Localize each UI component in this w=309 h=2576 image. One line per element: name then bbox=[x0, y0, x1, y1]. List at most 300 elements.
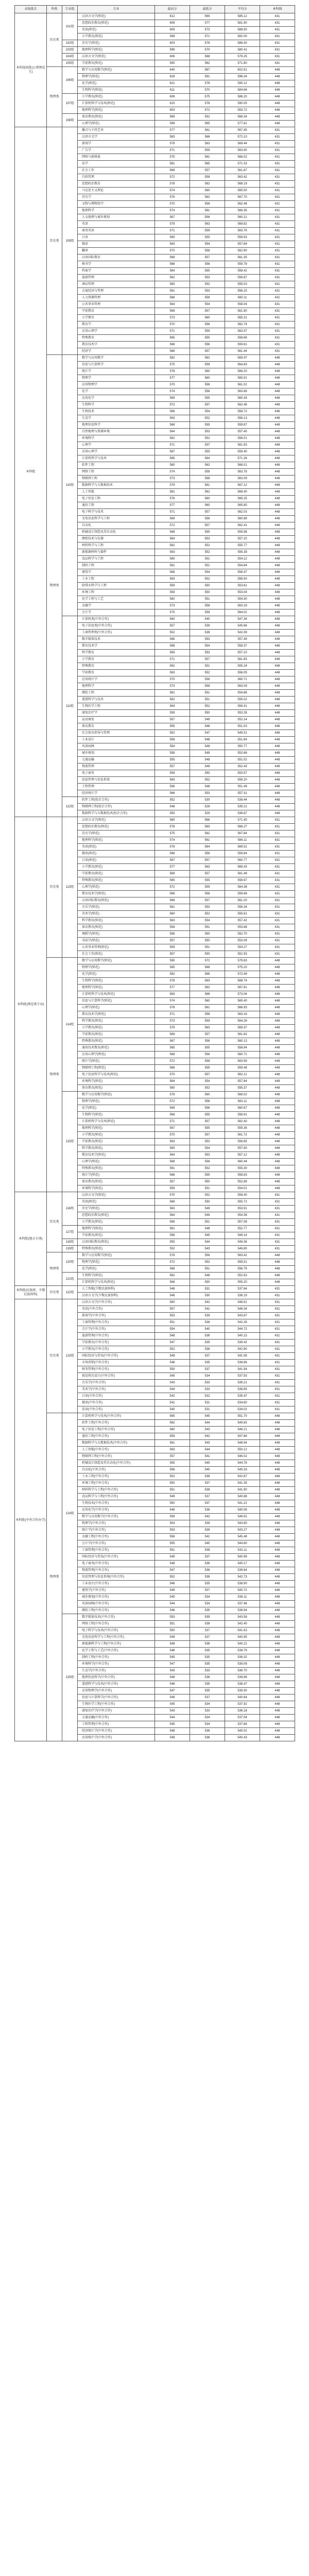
max-score: 563 bbox=[155, 918, 190, 924]
control-line: 448 bbox=[260, 522, 295, 529]
max-score: 606 bbox=[155, 94, 190, 100]
min-score: 558 bbox=[190, 1098, 225, 1105]
avg-score: 548.21 bbox=[225, 1427, 260, 1433]
major-name: 音乐学(师范) bbox=[78, 904, 155, 911]
avg-score: 563.11 bbox=[225, 1098, 260, 1105]
major-group-cell: 114组 bbox=[62, 958, 78, 1092]
min-score: 540 bbox=[190, 616, 225, 623]
min-score: 556 bbox=[190, 1159, 225, 1165]
max-score: 571 bbox=[155, 656, 190, 663]
avg-score: 557.45 bbox=[225, 429, 260, 435]
control-line: 431 bbox=[260, 335, 295, 342]
control-line: 448 bbox=[260, 1674, 295, 1681]
avg-score: 545.66 bbox=[225, 623, 260, 630]
major-name: 地理科学(师范) bbox=[78, 1226, 155, 1232]
avg-score: 558.97 bbox=[225, 877, 260, 884]
major-name: 英语(师范) bbox=[78, 27, 155, 33]
control-line: 448 bbox=[260, 1078, 295, 1085]
major-name: 日语(中外合作) bbox=[78, 1393, 155, 1400]
batch-cell: 本科批(中外合作办学) bbox=[15, 1299, 47, 1741]
min-score: 566 bbox=[190, 817, 225, 824]
min-score: 537 bbox=[190, 1628, 225, 1634]
major-name: 物流管理 bbox=[78, 764, 155, 770]
max-score: 566 bbox=[155, 261, 190, 268]
major-group-cell: 116组 bbox=[62, 1192, 78, 1226]
major-name: 美术学(中外合作) bbox=[78, 1386, 155, 1393]
min-score: 559 bbox=[190, 1018, 225, 1025]
major-name: 法语(中外合作) bbox=[78, 1406, 155, 1413]
control-line: 448 bbox=[260, 710, 295, 717]
category-cell: 物理类 bbox=[47, 1413, 62, 1741]
control-line: 431 bbox=[260, 918, 295, 924]
max-score: 585 bbox=[155, 964, 190, 971]
avg-score: 557.64 bbox=[225, 241, 260, 248]
control-line: 448 bbox=[260, 449, 295, 455]
major-name: 汉语言文学(师范) bbox=[78, 54, 155, 60]
major-name: 生物科学 bbox=[78, 402, 155, 409]
major-name: 环境科学(中外合作) bbox=[78, 1661, 155, 1668]
max-score: 562 bbox=[155, 1420, 190, 1427]
min-score: 555 bbox=[190, 1172, 225, 1179]
control-line: 448 bbox=[260, 576, 295, 583]
control-line: 448 bbox=[260, 121, 295, 127]
control-line: 448 bbox=[260, 1413, 295, 1420]
control-line: 431 bbox=[260, 221, 295, 228]
avg-score: 552.77 bbox=[225, 1226, 260, 1232]
control-line: 448 bbox=[260, 1058, 295, 1065]
min-score: 540 bbox=[190, 1540, 225, 1547]
control-line: 431 bbox=[260, 328, 295, 335]
major-name: 新闻学(中外合作) bbox=[78, 1313, 155, 1319]
min-score: 557 bbox=[190, 167, 225, 174]
control-line: 431 bbox=[260, 275, 295, 281]
major-name: 教育技术学 bbox=[78, 643, 155, 650]
avg-score: 559.87 bbox=[225, 422, 260, 429]
min-score: 552 bbox=[190, 114, 225, 121]
avg-score: 556.85 bbox=[225, 1139, 260, 1145]
major-group-cell: 107组 bbox=[62, 94, 78, 114]
max-score: 570 bbox=[155, 382, 190, 388]
min-score: 561 bbox=[190, 154, 225, 161]
major-name: 心理学(师范) bbox=[78, 1005, 155, 1011]
max-score: 575 bbox=[155, 609, 190, 616]
major-name: 土木工程 bbox=[78, 576, 155, 583]
min-score: 536 bbox=[190, 1674, 225, 1681]
min-score: 556 bbox=[190, 1105, 225, 1112]
major-name: 特殊教育(师范) bbox=[78, 877, 155, 884]
max-score: 552 bbox=[155, 797, 190, 804]
avg-score: 555.20 bbox=[225, 1279, 260, 1286]
major-group-cell: 102组 bbox=[62, 40, 78, 47]
control-line: 431 bbox=[260, 1293, 295, 1299]
control-line: 431 bbox=[260, 891, 295, 897]
min-score: 555 bbox=[190, 1112, 225, 1118]
avg-score: 563.42 bbox=[225, 174, 260, 181]
avg-score: 539.08 bbox=[225, 1661, 260, 1668]
major-name: 小学教育 bbox=[78, 315, 155, 321]
control-line: 431 bbox=[260, 1373, 295, 1380]
control-line: 448 bbox=[260, 757, 295, 764]
avg-score: 563.59 bbox=[225, 1058, 260, 1065]
max-score: 559 bbox=[155, 710, 190, 717]
max-score: 574 bbox=[155, 998, 190, 1005]
control-line: 448 bbox=[260, 482, 295, 489]
major-name: 学前教育(师范) bbox=[78, 1232, 155, 1239]
max-score: 552 bbox=[155, 1246, 190, 1252]
min-score: 535 bbox=[190, 1681, 225, 1688]
max-score: 566 bbox=[155, 851, 190, 857]
control-line: 448 bbox=[260, 1172, 295, 1179]
max-score: 581 bbox=[155, 489, 190, 496]
max-score: 580 bbox=[155, 817, 190, 824]
control-line: 448 bbox=[260, 1494, 295, 1500]
avg-score: 556.13 bbox=[225, 415, 260, 422]
major-name: 统计学(中外合作) bbox=[78, 1527, 155, 1534]
major-name: 地理科学(师范) bbox=[78, 837, 155, 844]
max-score: 571 bbox=[155, 328, 190, 335]
major-name: 学前教育 bbox=[78, 670, 155, 676]
min-score: 550 bbox=[190, 1199, 225, 1206]
major-name: 美术学(师范) bbox=[78, 911, 155, 918]
control-line: 431 bbox=[260, 342, 295, 348]
min-score: 562 bbox=[190, 355, 225, 362]
min-score: 558 bbox=[190, 1011, 225, 1018]
max-score: 562 bbox=[155, 1273, 190, 1279]
avg-score: 580.41 bbox=[225, 47, 260, 54]
header-batch: 录取批次 bbox=[15, 6, 47, 13]
avg-score: 562.74 bbox=[225, 321, 260, 328]
min-score: 552 bbox=[190, 911, 225, 918]
max-score: 565 bbox=[155, 1045, 190, 1052]
min-score: 557 bbox=[190, 897, 225, 904]
max-score: 560 bbox=[155, 596, 190, 603]
major-name: 机械设计制造及其自动化(中外合作) bbox=[78, 1460, 155, 1467]
major-name: 通信工程(中外合作) bbox=[78, 1433, 155, 1440]
control-line: 448 bbox=[260, 1621, 295, 1628]
avg-score: 538.90 bbox=[225, 1581, 260, 1587]
min-score: 548 bbox=[190, 784, 225, 790]
control-line: 448 bbox=[260, 388, 295, 395]
control-line: 448 bbox=[260, 442, 295, 449]
avg-score: 536.85 bbox=[225, 1386, 260, 1393]
min-score: 551 bbox=[190, 1219, 225, 1226]
min-score: 552 bbox=[190, 576, 225, 583]
major-name: 生态学 bbox=[78, 415, 155, 422]
max-score: 609 bbox=[155, 27, 190, 33]
avg-score: 539.64 bbox=[225, 1567, 260, 1574]
min-score: 550 bbox=[190, 1179, 225, 1185]
min-score: 544 bbox=[190, 1447, 225, 1453]
avg-score: 564.28 bbox=[225, 1018, 260, 1025]
min-score: 536 bbox=[190, 1333, 225, 1340]
major-name: 生物科学(师范) bbox=[78, 1273, 155, 1279]
min-score: 556 bbox=[190, 516, 225, 522]
control-line: 448 bbox=[260, 362, 295, 368]
control-line: 448 bbox=[260, 1447, 295, 1453]
max-score: 563 bbox=[155, 241, 190, 248]
min-score: 556 bbox=[190, 261, 225, 268]
max-score: 577 bbox=[155, 502, 190, 509]
min-score: 560 bbox=[190, 998, 225, 1005]
major-name: 化学工程与工艺(中外合作) bbox=[78, 1648, 155, 1654]
avg-score: 554.30 bbox=[225, 596, 260, 603]
min-score: 538 bbox=[190, 1547, 225, 1554]
major-name: 小学教育(中外合作) bbox=[78, 1346, 155, 1353]
major-name: 工程管理(中外合作) bbox=[78, 1721, 155, 1728]
min-score: 535 bbox=[190, 1654, 225, 1661]
control-line: 448 bbox=[260, 1681, 295, 1688]
control-line: 431 bbox=[260, 1246, 295, 1252]
min-score: 572 bbox=[190, 958, 225, 964]
major-name: 酒店管理 bbox=[78, 281, 155, 288]
avg-score: 544.60 bbox=[225, 1540, 260, 1547]
min-score: 537 bbox=[190, 1634, 225, 1641]
max-score: 561 bbox=[155, 1226, 190, 1232]
avg-score: 567.12 bbox=[225, 482, 260, 489]
avg-score: 537.66 bbox=[225, 1721, 260, 1728]
control-line: 448 bbox=[260, 1273, 295, 1279]
max-score: 615 bbox=[155, 100, 190, 107]
max-score: 566 bbox=[155, 1172, 190, 1179]
major-name: 小学教育(师范) bbox=[78, 1132, 155, 1139]
major-name: 自动化(中外合作) bbox=[78, 1467, 155, 1473]
avg-score: 555.61 bbox=[225, 911, 260, 918]
max-score: 577 bbox=[155, 127, 190, 134]
min-score: 566 bbox=[190, 971, 225, 978]
avg-score: 586.30 bbox=[225, 40, 260, 47]
min-score: 587 bbox=[190, 67, 225, 74]
max-score: 559 bbox=[155, 583, 190, 589]
min-score: 553 bbox=[190, 429, 225, 435]
max-score: 561 bbox=[155, 1165, 190, 1172]
table-body bbox=[15, 13, 295, 1741]
min-score: 529 bbox=[190, 810, 225, 817]
major-name: 应用心理学(师范) bbox=[78, 1052, 155, 1058]
major-name: 物流管理(中外合作) bbox=[78, 1567, 155, 1574]
max-score: 543 bbox=[155, 1380, 190, 1386]
max-score: 563 bbox=[155, 777, 190, 784]
max-score: 612 bbox=[155, 13, 190, 20]
major-name: 汉语言文学(师范) bbox=[78, 1192, 155, 1199]
control-line: 431 bbox=[260, 871, 295, 877]
min-score: 556 bbox=[190, 891, 225, 897]
avg-score: 568.40 bbox=[225, 489, 260, 496]
max-score: 550 bbox=[155, 1480, 190, 1487]
min-score: 563 bbox=[190, 864, 225, 871]
max-score: 577 bbox=[155, 864, 190, 871]
avg-score: 572.49 bbox=[225, 971, 260, 978]
control-line: 448 bbox=[260, 1507, 295, 1514]
avg-score: 537.93 bbox=[225, 1373, 260, 1380]
control-line: 431 bbox=[260, 938, 295, 944]
min-score: 548 bbox=[190, 1273, 225, 1279]
table-row bbox=[15, 1286, 295, 1293]
min-score: 538 bbox=[190, 1473, 225, 1480]
major-name: 学前教育 bbox=[78, 308, 155, 315]
major-name: 教育技术学(师范) bbox=[78, 891, 155, 897]
max-score: 570 bbox=[155, 1132, 190, 1139]
avg-score: 557.84 bbox=[225, 1078, 260, 1085]
avg-score: 581.90 bbox=[225, 20, 260, 27]
avg-score: 579.63 bbox=[225, 958, 260, 964]
major-name: 数学与应用数学(师范) bbox=[78, 1092, 155, 1098]
max-score: 574 bbox=[155, 388, 190, 395]
control-line: 448 bbox=[260, 1165, 295, 1172]
avg-score: 541.54 bbox=[225, 1366, 260, 1373]
avg-score: 568.19 bbox=[225, 181, 260, 188]
max-score: 565 bbox=[155, 877, 190, 884]
control-line: 448 bbox=[260, 382, 295, 388]
control-line: 448 bbox=[260, 790, 295, 797]
major-name: 体育教育 bbox=[78, 723, 155, 730]
min-score: 555 bbox=[190, 529, 225, 536]
major-name: 化学工程与工艺 bbox=[78, 596, 155, 603]
major-name: 物联网工程 bbox=[78, 476, 155, 482]
max-score: 578 bbox=[155, 978, 190, 985]
max-score: 578 bbox=[155, 181, 190, 188]
max-score: 552 bbox=[155, 630, 190, 636]
avg-score: 554.66 bbox=[225, 690, 260, 697]
max-score: 548 bbox=[155, 1286, 190, 1293]
major-name: 化学(师范) bbox=[78, 971, 155, 978]
min-score: 537 bbox=[190, 1353, 225, 1360]
major-name: 物理学(中外合作) bbox=[78, 1520, 155, 1527]
control-line: 448 bbox=[260, 636, 295, 643]
avg-score: 569.47 bbox=[225, 355, 260, 362]
table-row bbox=[15, 355, 295, 362]
avg-score: 553.61 bbox=[225, 583, 260, 589]
control-line: 448 bbox=[260, 1567, 295, 1574]
major-name: 小学教育(师范) bbox=[78, 864, 155, 871]
max-score: 628 bbox=[155, 74, 190, 80]
max-score: 573 bbox=[155, 476, 190, 482]
max-score: 566 bbox=[155, 1199, 190, 1206]
max-score: 577 bbox=[155, 375, 190, 382]
max-score: 574 bbox=[155, 188, 190, 194]
major-name: 建筑学 bbox=[78, 569, 155, 576]
control-line: 448 bbox=[260, 1701, 295, 1708]
major-name: 交通运输 bbox=[78, 757, 155, 764]
min-score: 536 bbox=[190, 1728, 225, 1735]
major-name: 日语 bbox=[78, 234, 155, 241]
max-score: 567 bbox=[155, 1125, 190, 1132]
control-line: 448 bbox=[260, 1025, 295, 1031]
control-line: 431 bbox=[260, 174, 295, 181]
major-group-cell: 101组 bbox=[62, 13, 78, 40]
max-score: 570 bbox=[155, 676, 190, 683]
min-score: 556 bbox=[190, 1252, 225, 1259]
control-line: 448 bbox=[260, 375, 295, 382]
min-score: 569 bbox=[190, 13, 225, 20]
control-line: 448 bbox=[260, 1514, 295, 1520]
max-score: 566 bbox=[155, 295, 190, 301]
major-name: 工商管理类(中外合作) bbox=[78, 630, 155, 636]
control-line: 448 bbox=[260, 810, 295, 817]
max-score: 565 bbox=[155, 650, 190, 656]
min-score: 533 bbox=[190, 1380, 225, 1386]
avg-score: 553.91 bbox=[225, 1206, 260, 1212]
category-cell: 历史类 bbox=[47, 817, 62, 958]
min-score: 537 bbox=[190, 1500, 225, 1507]
control-line: 431 bbox=[260, 831, 295, 837]
control-line: 448 bbox=[260, 355, 295, 362]
min-score: 541 bbox=[190, 1306, 225, 1313]
avg-score: 555.37 bbox=[225, 1085, 260, 1092]
min-score: 535 bbox=[190, 1360, 225, 1366]
min-score: 571 bbox=[190, 33, 225, 40]
avg-score: 552.63 bbox=[225, 1273, 260, 1279]
max-score: 549 bbox=[155, 1587, 190, 1594]
min-score: 562 bbox=[190, 462, 225, 469]
avg-score: 541.35 bbox=[225, 1480, 260, 1487]
max-score: 556 bbox=[155, 1467, 190, 1473]
avg-score: 596.34 bbox=[225, 74, 260, 80]
min-score: 554 bbox=[190, 409, 225, 415]
avg-score: 555.02 bbox=[225, 697, 260, 703]
min-score: 552 bbox=[190, 670, 225, 676]
major-name: 测控技术与仪器 bbox=[78, 536, 155, 543]
avg-score: 547.34 bbox=[225, 616, 260, 623]
avg-score: 543.27 bbox=[225, 1527, 260, 1534]
max-score: 568 bbox=[155, 529, 190, 536]
control-line: 448 bbox=[260, 549, 295, 556]
major-name: 小学教育(师范) bbox=[78, 33, 155, 40]
max-score: 545 bbox=[155, 1721, 190, 1728]
major-name: 测绘工程(中外合作) bbox=[78, 1607, 155, 1614]
min-score: 538 bbox=[190, 1346, 225, 1353]
min-score: 544 bbox=[190, 1239, 225, 1246]
max-score: 571 bbox=[155, 228, 190, 234]
max-score: 556 bbox=[155, 931, 190, 938]
major-name: 制药工程(中外合作) bbox=[78, 1654, 155, 1661]
min-score: 552 bbox=[190, 777, 225, 784]
avg-score: 569.52 bbox=[225, 844, 260, 851]
control-line: 448 bbox=[260, 1654, 295, 1661]
control-line: 448 bbox=[260, 1159, 295, 1165]
major-name: 测绘工程 bbox=[78, 690, 155, 697]
control-line: 448 bbox=[260, 1266, 295, 1273]
min-score: 528 bbox=[190, 804, 225, 810]
max-score: 574 bbox=[155, 208, 190, 214]
control-line: 448 bbox=[260, 1467, 295, 1473]
avg-score: 558.66 bbox=[225, 335, 260, 342]
min-score: 548 bbox=[190, 737, 225, 743]
avg-score: 566.11 bbox=[225, 837, 260, 844]
control-line: 448 bbox=[260, 623, 295, 630]
avg-score: 561.83 bbox=[225, 656, 260, 663]
avg-score: 560.77 bbox=[225, 857, 260, 864]
major-name: 数学与应用数学(师范) bbox=[78, 67, 155, 74]
control-line: 431 bbox=[260, 181, 295, 188]
min-score: 537 bbox=[190, 1366, 225, 1373]
major-name: 应用物理学(中外合作) bbox=[78, 1688, 155, 1694]
header-min-score: 最低分 bbox=[190, 6, 225, 13]
control-line: 431 bbox=[260, 1400, 295, 1406]
min-score: 554 bbox=[190, 241, 225, 248]
major-name: 环境科学 bbox=[78, 435, 155, 442]
avg-score: 560.21 bbox=[225, 214, 260, 221]
max-score: 598 bbox=[155, 33, 190, 40]
max-score: 575 bbox=[155, 154, 190, 161]
min-score: 559 bbox=[190, 884, 225, 891]
max-score: 553 bbox=[155, 1527, 190, 1534]
min-score: 565 bbox=[190, 121, 225, 127]
avg-score: 560.71 bbox=[225, 1052, 260, 1058]
avg-score: 557.08 bbox=[225, 1219, 260, 1226]
control-line: 431 bbox=[260, 208, 295, 214]
max-score: 546 bbox=[155, 1581, 190, 1587]
control-line: 448 bbox=[260, 476, 295, 482]
